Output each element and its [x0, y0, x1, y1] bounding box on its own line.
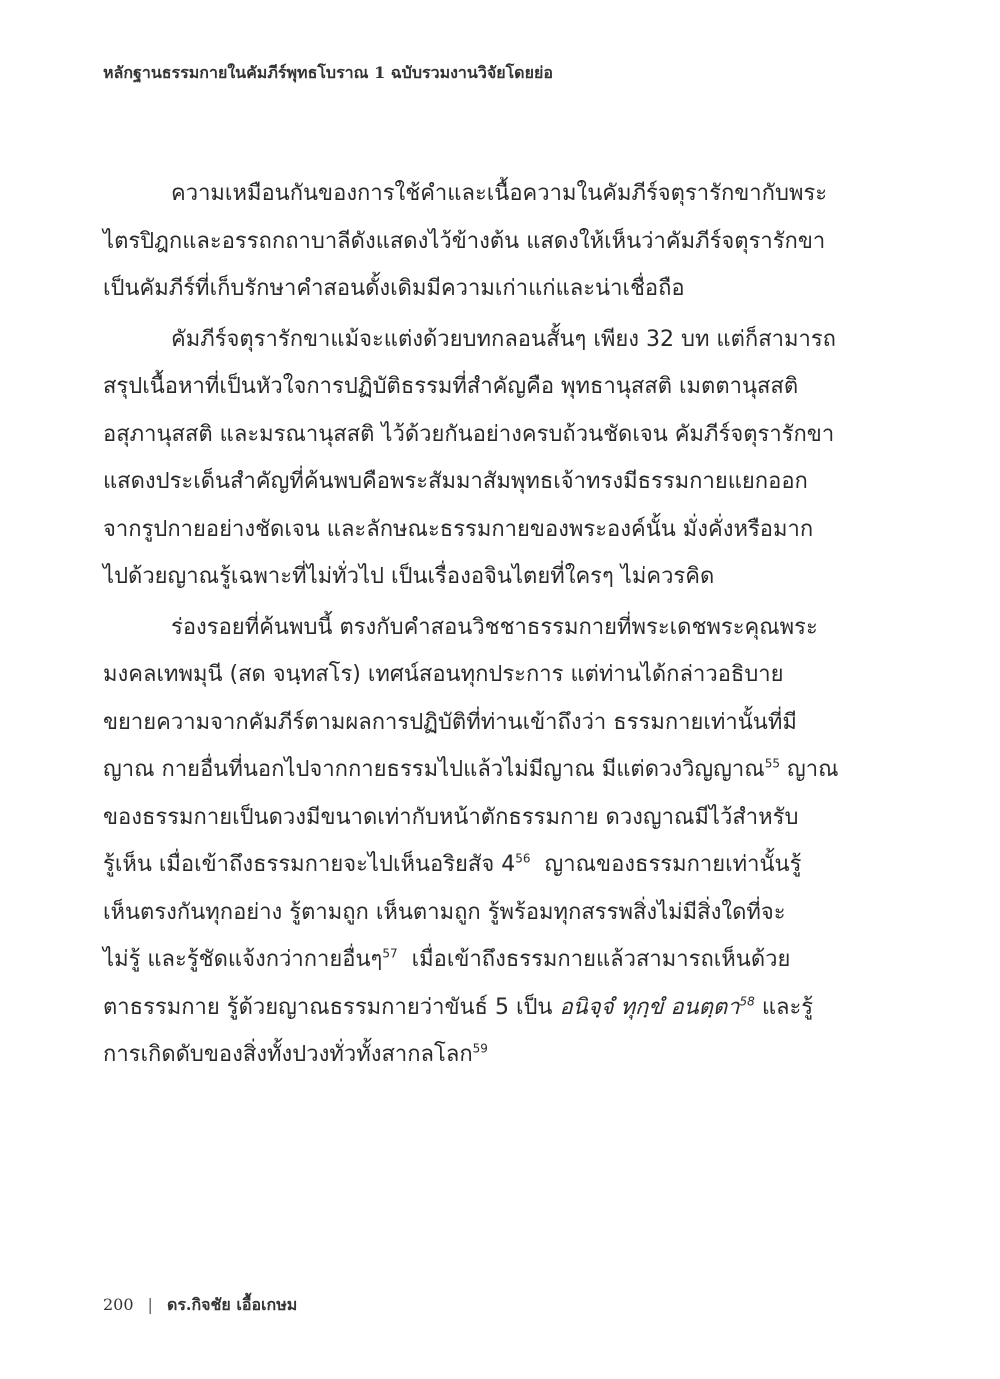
paragraph-2-line-5: จากรูปกายอย่างชัดเจน และลักษณะธรรมกายของพระองค์นั้น มั่งคั่งหรือมาก — [103, 516, 814, 542]
paragraph-1-line-3: เป็นคัมภีร์ที่เก็บรักษาคำสอนดั้งเดิมมีความเก่าแก่และน่าเชื่อถือ — [103, 276, 685, 301]
author-name: ดร.กิจชัย เอื้อเกษม — [166, 1295, 298, 1314]
paragraph-2-line-4: แสดงประเด็นสำคัญที่ค้นพบคือพระสัมมาสัมพุทธเจ้าทรงมีธรรมกายแยกออก — [103, 469, 808, 494]
paragraph-3-line-9: ตาธรรมกาย รู้ด้วยญาณธรรมกายว่าขันธ์ 5 เป็น อนิจฺจํ ทุกฺขํ อนตฺตา$^{58}$ และรู้ — [103, 994, 814, 1020]
footer-separator: | — [147, 1295, 153, 1314]
paragraph-3-line-8: ไม่รู้ และรู้ชัดแจ้งกว่ากายอื่นๆ$^{57}$ เมื่อเข้าถึงธรรมกายแล้วสามารถเห็นด้วย — [103, 946, 791, 972]
footnote-ref-58: 58 — [739, 994, 755, 1009]
paragraph-3-line-2: มงคลเทพมุนี (สด จนฺทสโร) เทศน์สอนทุกประการ แต่ท่านได้กล่าวอธิบาย — [103, 662, 784, 687]
paragraph-2-line-6: ไปด้วยญาณรู้เฉพาะที่ไม่ทั่วไป เป็นเรื่องอจินไตยที่ใครๆ ไม่ควรคิด — [103, 564, 715, 589]
paragraph-3-line-3: ขยายความจากคัมภีร์ตามผลการปฏิบัติที่ท่านเข้าถึงว่า ธรรมกายเท่านั้นที่มี — [103, 709, 797, 735]
paragraph-2-line-3: อสุภานุสสติ และมรณานุสสติ ไว้ด้วยกันอย่างครบถ้วนชัดเจน คัมภีร์จตุรารักขา — [103, 421, 835, 447]
footnote-ref-55: 55 — [764, 756, 780, 771]
body-text — [103, 170, 863, 1079]
page-number: 200 — [103, 1295, 134, 1314]
footnote-ref-57: 57 — [382, 946, 398, 961]
paragraph-1-line-1: ความเหมือนกันของการใช้คำและเนื้อความในคัมภีร์จตุรารักขากับพระ — [171, 181, 828, 206]
paragraph-2-line-1: คัมภีร์จตุรารักขาแม้จะแต่งด้วยบทกลอนสั้นๆ เพียง 32 บท แต่ก็สามารถ — [171, 326, 836, 352]
paragraph-3-line-10: การเกิดดับของสิ่งทั้งปวงทั่วทั้งสากลโลก$^{59}$ — [103, 1041, 488, 1067]
running-header: หลักฐานธรรมกายในคัมภีร์พุทธโบราณ 1 ฉบับรวมงานวิจัยโดยย่อ — [103, 63, 553, 82]
paragraph-3-line-6: รู้เห็น เมื่อเข้าถึงธรรมกายจะไปเห็นอริยสัจ $4^{56}$ ญาณของธรรมกายเท่านั้นรู้ — [103, 851, 802, 877]
page-footer — [103, 1294, 297, 1316]
paragraph-3-line-1: ร่องรอยที่ค้นพบนี้ ตรงกับคำสอนวิชชาธรรมกายที่พระเดชพระคุณพระ — [171, 614, 818, 640]
footnote-ref-56: 56 — [515, 851, 531, 866]
paragraph-3-line-7: เห็นตรงกันทุกอย่าง รู้ตามถูก เห็นตามถูก รู้พร้อมทุกสรรพสิ่งไม่มีสิ่งใดที่จะ — [103, 899, 786, 925]
paragraph-3-line-4: ญาณ กายอื่นที่นอกไปจากกายธรรมไปแล้วไม่มีญาณ มีแต่ดวงวิญญาณ$^{55}$ ญาณ — [103, 756, 839, 782]
paragraph-3-line-5: ของธรรมกายเป็นดวงมีขนาดเท่ากับหน้าตักธรรมกาย ดวงญาณมีไว้สำหรับ — [103, 804, 799, 830]
paragraph-1-line-2: ไตรปิฎกและอรรถกถาบาลีดังแสดงไว้ข้างต้น แสดงให้เห็นว่าคัมภีร์จตุรารักขา — [103, 228, 826, 254]
paragraph-2-line-2: สรุปเนื้อหาที่เป็นหัวใจการปฏิบัติธรรมที่สำคัญคือ พุทธานุสสติ เมตตานุสสติ — [103, 374, 799, 399]
pali-term: อนิจฺจํ ทุกฺขํ อนตฺตา — [559, 994, 740, 1020]
footnote-ref-59: 59 — [472, 1041, 488, 1056]
